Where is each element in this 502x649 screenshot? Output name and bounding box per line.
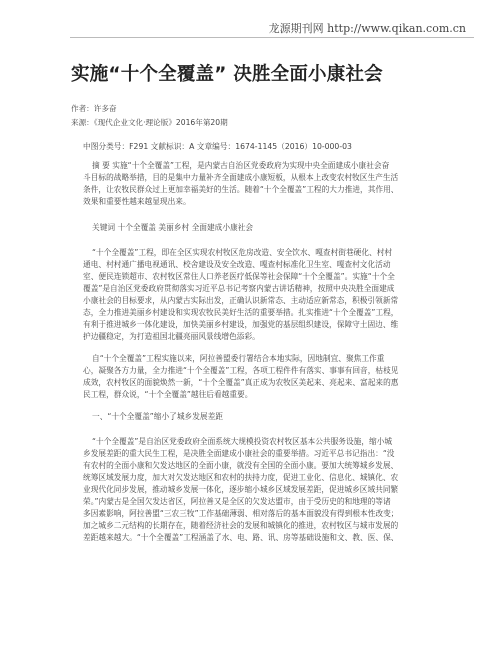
paragraph-line: “十个全覆盖”工程，即在全区实现农村牧区危房改造、安全饮水、嘎查村街巷硬化、村村 <box>92 248 393 257</box>
article-title: 实施“十个全覆盖” 决胜全面小康社会 <box>71 64 383 85</box>
paragraph-line: 小康社会的目标要求，从内蒙古实际出发，正确认识新常态、主动适应新常态，积极引领新常 <box>83 296 399 305</box>
abstract-line: 摘 要 实施“十个全覆盖”工程，是内蒙古自治区党委政府为实现中央全面建成小康社会奋 <box>92 161 390 170</box>
paragraph-line: 乡发展差距的重大民生工程，是决胜全面建成小康社会的重要举措。习近平总书记指出：“没 <box>83 449 395 458</box>
paragraph-line: 差距越来越大。“十个全覆盖”工程涵盖了水、电、路、讯、房等基础设施和文、教、医、保、 <box>83 533 399 542</box>
paragraph-line: 有利于推进城乡一体化建设，加快美丽乡村建设，加强党的基层组织建设，保障守土固边、维 <box>83 320 399 329</box>
paragraph-line: 业现代化同步发展，推动城乡发展一体化，逐步缩小城乡区域发展差距，促进城乡区域共同繁 <box>83 485 399 494</box>
paragraph-line: 荣。”内蒙古是全国欠发达省区，阿拉善又是全区的欠发达盟市，由于受历史的和地理的等诸 <box>83 497 391 506</box>
paragraph-line: “十个全覆盖”是自治区党委政府全面系统大规模投资农村牧区基本公共服务设施，缩小城 <box>92 437 393 446</box>
site-header: 龙源期刊网 http://www.qikan.com.cn <box>268 22 466 35</box>
paragraph-line: 室、便民连锁超市、农村牧区常住人口养老医疗低保等社会保障“十个全覆盖”。实施“十个全 <box>83 272 395 281</box>
keywords-line: 关键词 十个全覆盖 美丽乡村 全面建成小康社会 <box>92 223 254 232</box>
paragraph-line: 加之城乡二元结构的长期存在，随着经济社会的发展和城镇化的推进，农村牧区与城市发展的 <box>83 521 399 530</box>
abstract-line: 斗目标的战略举措，目的是集中力量补齐全面建成小康短板，从根本上改变农村牧区生产生活 <box>83 173 399 182</box>
abstract-line: 效果和重要性越来越显现出来。 <box>83 197 191 206</box>
paragraph-line: 多因素影响，阿拉善盟“三农三牧”工作基础薄弱、相对落后的基本面貌没有得到根本性改变； <box>83 509 399 518</box>
paragraph-line: 成效，农村牧区的面貌焕然一新，“十个全覆盖”真正成为农牧区美起来、亮起来、富起来的惠 <box>83 378 399 387</box>
paragraph-line: 护边疆稳定，为打造祖国北疆亮丽风景线增色添彩。 <box>83 332 260 341</box>
classification-line: 中图分类号：F291 文献标识：A 文章编号：1674-1145（2016）10-000-03 <box>83 142 352 151</box>
paragraph-line: 通电、村村通广播电视通讯、校舍建设及安全改造、嘎查村标准化卫生室、嘎查村文化活动 <box>83 260 391 269</box>
paragraph-line: 民工程，群众说，“十个全覆盖”越往后看越重要。 <box>83 390 253 399</box>
section-heading: 一、“十个全覆盖”缩小了城乡发展差距 <box>92 412 223 421</box>
paragraph-line: 自“十个全覆盖”工程实施以来，阿拉善盟委行署结合本地实际，因地制宜、聚焦工作重 <box>92 354 385 363</box>
paragraph-line: 有农村的全面小康和欠发达地区的全面小康，就没有全国的全面小康。要加大统筹城乡发展、 <box>83 461 399 470</box>
paragraph-line: 心，凝聚各方力量，全力推进“十个全覆盖”工程，各项工程件件有落实、事事有回音，枯枝见 <box>83 366 399 375</box>
abstract-line: 条件，让农牧民群众过上更加幸福美好的生活。随着“十个全覆盖”工程的大力推进，其作用、 <box>83 185 399 194</box>
paragraph-line: 统筹区域发展力度，加大对欠发达地区和农村的扶持力度，促进工业化、信息化、城镇化、农 <box>83 473 399 482</box>
article-source: 来源：《现代企业文化·理论版》2016年第20期 <box>71 118 228 127</box>
article-author: 作者：许多奋 <box>71 104 117 113</box>
paragraph-line: 覆盖”是自治区党委政府贯彻落实习近平总书记考察内蒙古讲话精神，按照中央决胜全面建成 <box>83 284 395 293</box>
header-divider <box>70 37 474 38</box>
paragraph-line: 态，全力推进美丽乡村建设和实现农牧民美好生活的重要举措。扎实推进“十个全覆盖”工程， <box>83 308 399 317</box>
